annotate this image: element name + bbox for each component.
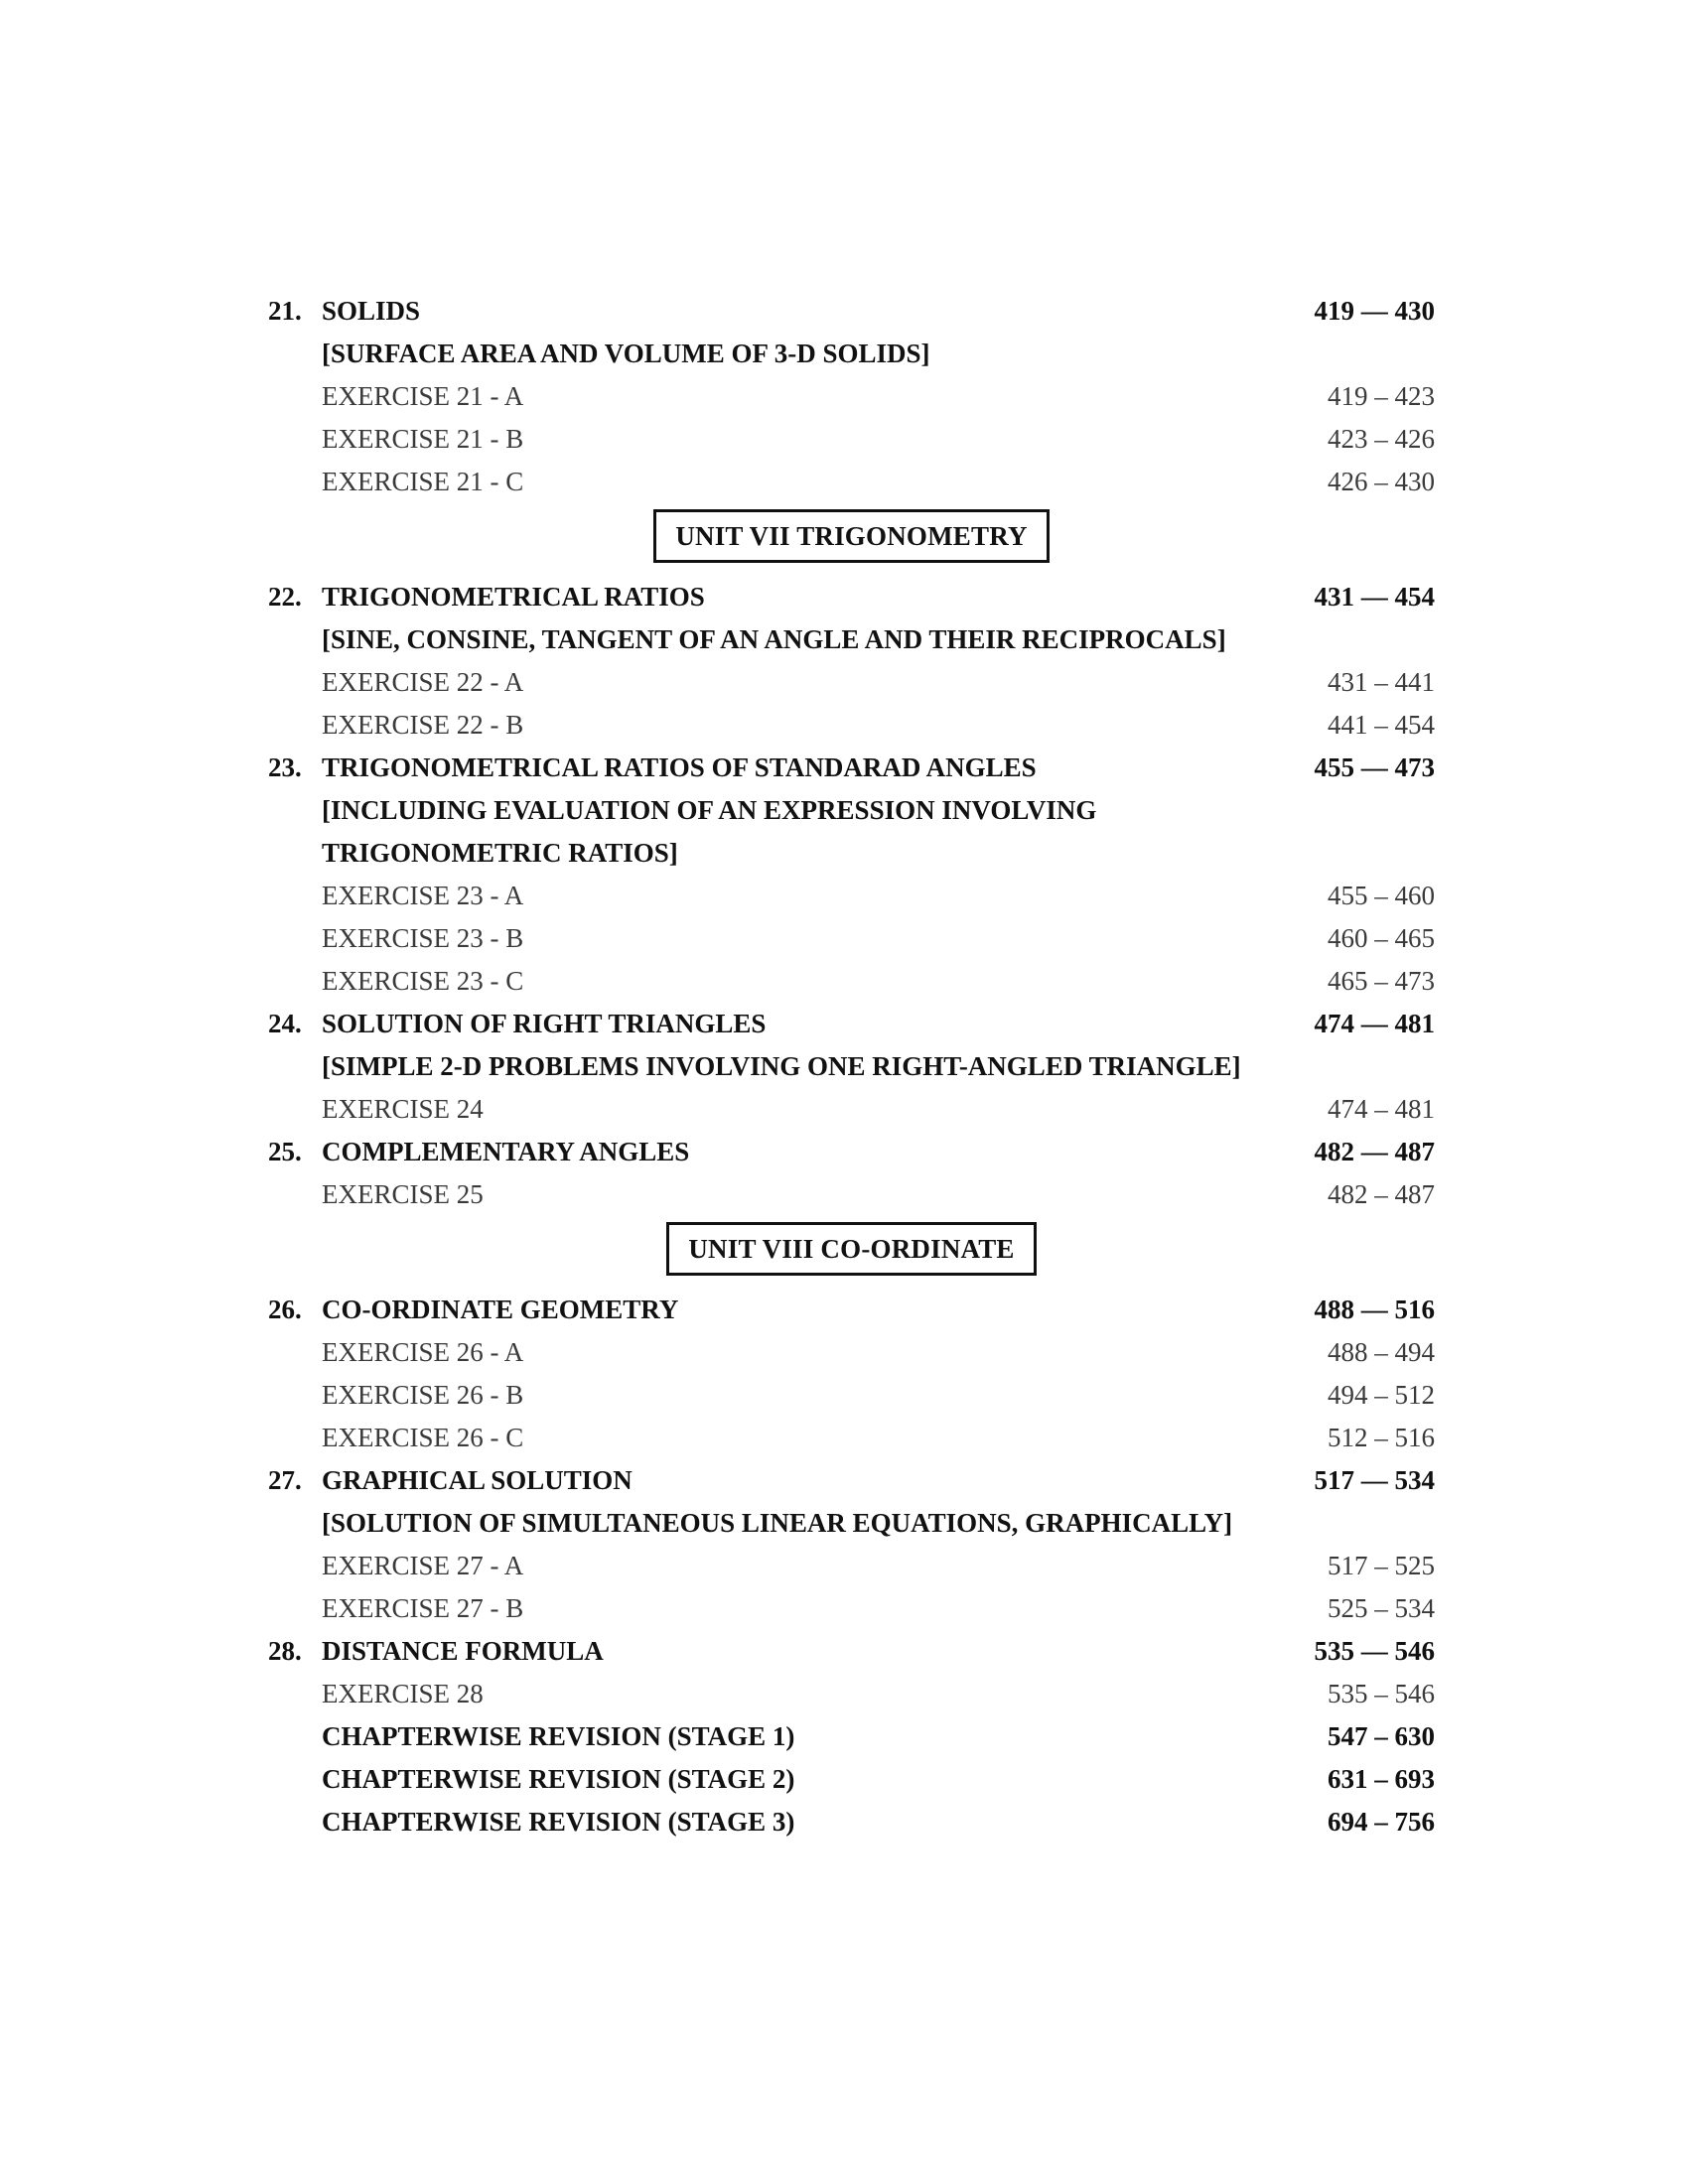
toc-note-row — [268, 618, 1435, 661]
chapter-number: 23. — [268, 752, 302, 782]
entry-title: TRIGONOMETRICAL RATIOS OF STANDARAD ANGLES — [322, 752, 1037, 782]
toc-revision-row — [268, 1758, 1435, 1801]
page-range: 474 – 481 — [1328, 1094, 1435, 1124]
page-range: 482 — 487 — [1314, 1137, 1435, 1166]
page-range: 431 — 454 — [1314, 582, 1435, 612]
entry-title: CO-ORDINATE GEOMETRY — [322, 1295, 679, 1324]
toc-exercise-row — [268, 704, 1435, 747]
chapter-number: 21. — [268, 296, 302, 326]
page-range: 517 — 534 — [1314, 1465, 1435, 1495]
entry-title: EXERCISE 23 - B — [322, 923, 524, 953]
page-range: 631 – 693 — [1328, 1764, 1435, 1794]
page-range: 423 – 426 — [1328, 424, 1435, 454]
toc-note-row — [268, 789, 1435, 832]
chapter-number: 28. — [268, 1636, 302, 1666]
toc-note-row — [268, 1502, 1435, 1545]
page-range: 525 – 534 — [1328, 1593, 1435, 1623]
entry-title: EXERCISE 27 - B — [322, 1593, 524, 1623]
toc-revision-row — [268, 1715, 1435, 1758]
entry-title: EXERCISE 21 - C — [322, 467, 524, 496]
page-range: 494 – 512 — [1328, 1380, 1435, 1410]
toc-exercise-row — [268, 1374, 1435, 1417]
toc-chapter-row — [268, 1289, 1435, 1331]
entry-title: EXERCISE 27 - A — [322, 1551, 524, 1580]
toc-chapter-row — [268, 1630, 1435, 1673]
chapter-number: 25. — [268, 1137, 302, 1166]
entry-title: [SIMPLE 2-D PROBLEMS INVOLVING ONE RIGHT-ANGLED TRIANGLE] — [322, 1051, 1241, 1081]
page-range: 455 — 473 — [1314, 752, 1435, 782]
entry-title: GRAPHICAL SOLUTION — [322, 1465, 633, 1495]
chapter-number: 22. — [268, 582, 302, 612]
toc-exercise-row — [268, 960, 1435, 1003]
entry-title: CHAPTERWISE REVISION (STAGE 3) — [322, 1807, 795, 1837]
page-range: 474 — 481 — [1314, 1009, 1435, 1038]
entry-title: CHAPTERWISE REVISION (STAGE 1) — [322, 1721, 795, 1751]
toc-group-trigonometry — [268, 576, 1435, 1216]
toc-exercise-row — [268, 375, 1435, 418]
toc-group-solids — [268, 290, 1435, 503]
unit-heading-trigonometry: UNIT VII TRIGONOMETRY — [653, 509, 1049, 563]
entry-title: EXERCISE 26 - C — [322, 1423, 524, 1452]
entry-title: EXERCISE 22 - B — [322, 710, 524, 740]
entry-title: EXERCISE 25 — [322, 1179, 484, 1209]
toc-chapter-row — [268, 1459, 1435, 1502]
entry-title: [SURFACE AREA AND VOLUME OF 3-D SOLIDS] — [322, 339, 930, 368]
entry-title: CHAPTERWISE REVISION (STAGE 2) — [322, 1764, 795, 1794]
page-range: 460 – 465 — [1328, 923, 1435, 953]
toc-exercise-row — [268, 418, 1435, 461]
entry-title: EXERCISE 23 - A — [322, 881, 524, 910]
toc-note-row — [268, 1045, 1435, 1088]
toc-exercise-row — [268, 461, 1435, 503]
entry-title: EXERCISE 26 - A — [322, 1337, 524, 1367]
page-range: 419 — 430 — [1314, 296, 1435, 326]
toc-exercise-row — [268, 1088, 1435, 1131]
page-range: 482 – 487 — [1328, 1179, 1435, 1209]
page-range: 512 – 516 — [1328, 1423, 1435, 1452]
entry-title: EXERCISE 26 - B — [322, 1380, 524, 1410]
unit-heading-row — [268, 1216, 1435, 1289]
entry-title: [INCLUDING EVALUATION OF AN EXPRESSION INVOLVING — [322, 795, 1097, 825]
toc-exercise-row — [268, 917, 1435, 960]
entry-title: EXERCISE 22 - A — [322, 667, 524, 697]
chapter-number: 26. — [268, 1295, 302, 1324]
toc-exercise-row — [268, 1173, 1435, 1216]
table-of-contents — [268, 290, 1435, 1843]
entry-title: SOLIDS — [322, 296, 421, 326]
toc-chapter-row — [268, 576, 1435, 618]
page-range: 517 – 525 — [1328, 1551, 1435, 1580]
entry-title: EXERCISE 28 — [322, 1679, 484, 1708]
entry-title: SOLUTION OF RIGHT TRIANGLES — [322, 1009, 767, 1038]
toc-exercise-row — [268, 1331, 1435, 1374]
toc-exercise-row — [268, 1417, 1435, 1459]
entry-title: EXERCISE 23 - C — [322, 966, 524, 996]
page-range: 547 – 630 — [1328, 1721, 1435, 1751]
page-range: 488 — 516 — [1314, 1295, 1435, 1324]
page-range: 431 – 441 — [1328, 667, 1435, 697]
page-range: 419 – 423 — [1328, 381, 1435, 411]
entry-title: TRIGONOMETRICAL RATIOS — [322, 582, 705, 612]
toc-chapter-row — [268, 747, 1435, 789]
page-range: 426 – 430 — [1328, 467, 1435, 496]
unit-heading-coordinate: UNIT VIII CO-ORDINATE — [666, 1222, 1036, 1276]
toc-chapter-row — [268, 1131, 1435, 1173]
entry-title: [SOLUTION OF SIMULTANEOUS LINEAR EQUATIONS, GRAPHICALLY] — [322, 1508, 1233, 1538]
entry-title: EXERCISE 21 - A — [322, 381, 524, 411]
page-range: 441 – 454 — [1328, 710, 1435, 740]
toc-exercise-row — [268, 1673, 1435, 1715]
unit-heading-row — [268, 503, 1435, 576]
entry-title: EXERCISE 21 - B — [322, 424, 524, 454]
toc-chapter-row — [268, 290, 1435, 333]
toc-exercise-row — [268, 875, 1435, 917]
page-range: 488 – 494 — [1328, 1337, 1435, 1367]
chapter-number: 24. — [268, 1009, 302, 1038]
page-range: 455 – 460 — [1328, 881, 1435, 910]
toc-exercise-row — [268, 1587, 1435, 1630]
toc-chapter-row — [268, 1003, 1435, 1045]
entry-title: COMPLEMENTARY ANGLES — [322, 1137, 690, 1166]
toc-group-coordinate — [268, 1289, 1435, 1843]
page-range: 535 – 546 — [1328, 1679, 1435, 1708]
chapter-number: 27. — [268, 1465, 302, 1495]
toc-exercise-row — [268, 661, 1435, 704]
page-range: 535 — 546 — [1314, 1636, 1435, 1666]
entry-title: EXERCISE 24 — [322, 1094, 484, 1124]
page-range: 465 – 473 — [1328, 966, 1435, 996]
entry-title: DISTANCE FORMULA — [322, 1636, 604, 1666]
page-range: 694 – 756 — [1328, 1807, 1435, 1837]
entry-title: [SINE, CONSINE, TANGENT OF AN ANGLE AND THEIR RECIPROCALS] — [322, 624, 1226, 654]
toc-revision-row — [268, 1801, 1435, 1843]
toc-exercise-row — [268, 1545, 1435, 1587]
toc-note-row — [268, 333, 1435, 375]
entry-title: TRIGONOMETRIC RATIOS] — [322, 838, 678, 868]
toc-note-row — [268, 832, 1435, 875]
